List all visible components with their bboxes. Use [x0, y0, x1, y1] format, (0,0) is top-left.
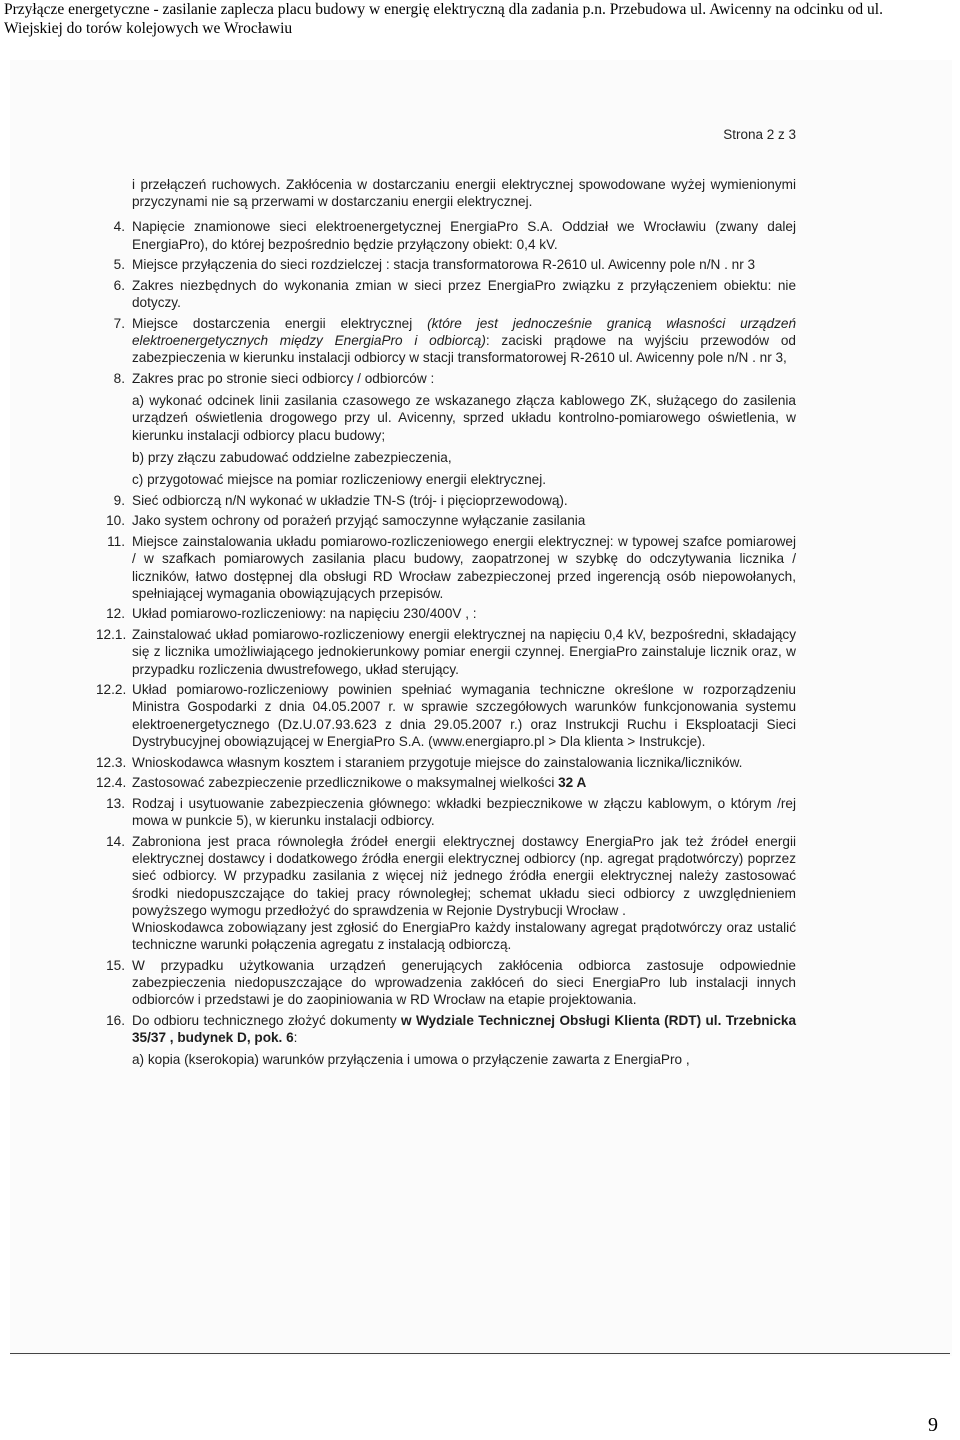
scan-bottom-edge	[10, 1353, 950, 1354]
item-number: 12.4.	[96, 775, 127, 791]
item-text-part: : zaciski prądowe na wyjściu przewodów od zabezpieczenia w kierunku instalacji odbiorcy w stacji transformatorowej R-2610 ul. Awicenny pole n/N . nr 3,	[132, 333, 796, 366]
header-line-2: Wiejskiej do torów kolejowych we Wrocławiu	[4, 20, 293, 37]
list-item-9	[96, 492, 796, 509]
item-number: 8.	[113, 371, 125, 387]
item-text: Układ pomiarowo-rozliczeniowy: na napięciu 230/400V , :	[132, 606, 477, 622]
header-line-1: Przyłącze energetyczne - zasilanie zaplecza placu budowy w energię elektryczną dla zadania p.n. Przebudowa ul. Awicenny na odcinku od ul.	[4, 1, 883, 18]
list-item-14	[96, 833, 796, 953]
item-number: 14.	[106, 833, 125, 849]
item-number: 9.	[113, 492, 125, 508]
item-number: 11.	[107, 534, 125, 550]
item-number: 12.	[106, 606, 125, 622]
list-item-12-4	[96, 774, 796, 791]
sub-item-b: b) przy złączu zabudować oddzielne zabezpieczenia,	[132, 449, 452, 465]
list-item-4	[96, 218, 796, 252]
item-text-part: Miejsce dostarczenia energii elektrycznej	[132, 315, 428, 331]
item-number: 10.	[106, 513, 125, 529]
item-text: Jako system ochrony od porażeń przyjąć samoczynne wyłączanie zasilania	[132, 513, 586, 529]
document-header	[4, 0, 954, 38]
item-text: Do odbioru technicznego złożyć dokumenty	[132, 1012, 402, 1028]
sub-item-a: a) kopia (kserokopia) warunków przyłączenia i umowa o przyłączenie zawarta z EnergiaPro ,	[132, 1052, 690, 1068]
item-text: Wnioskodawca własnym kosztem i staraniem przygotuje miejsce do zainstalowania licznika/liczników.	[132, 754, 743, 770]
list-item-12-2	[96, 681, 796, 750]
item-text: W przypadku użytkowania urządzeń generujących zakłócenia odbiorca zastosuje odpowiednie zabezpieczenia niedopuszczające do wprowadzenia zakłóceń do sieci EnergiaPro lub instalacji innych odbiorców i przedstawi je do zaopiniowania w RD Wrocław na etapie projektowania.	[132, 957, 796, 1008]
item-number: 12.2.	[96, 682, 127, 698]
item-number: 7.	[113, 315, 125, 331]
list-item-12-1	[96, 626, 796, 678]
item-text: Sieć odbiorczą n/N wykonać w układzie TN-S (trój- i pięcioprzewodową).	[132, 492, 568, 508]
item-text-italic: (które jest jednocześnie granicą własności urządzeń elektroenergetycznych między EnergiaPro i odbiorcą)	[132, 315, 797, 349]
item-number: 6.	[113, 278, 125, 294]
page-indicator: Strona 2 z 3	[723, 127, 796, 142]
document-body	[96, 176, 796, 1069]
list-item-11	[96, 533, 796, 602]
list-item-16	[96, 1012, 796, 1069]
item-text: Układ pomiarowo-rozliczeniowy powinien spełniać wymagania techniczne określone w rozporządzeniu Ministra Gospodarki z dnia 04.05.2007 r. w sprawie szczegółowych warunków funkcjonowania systemu elektroenergetycznego (Dz.U.07.93.623 z dnia 29.05.2007 r.) oraz Instrukcji Ruchu i Eksploatacji Sieci Dystrybucyjnej obowiązującej w EnergiaPro S.A. (www.energiapro.pl > Dla klienta > Instrukcje).	[132, 682, 796, 749]
item-number: 15.	[106, 957, 125, 973]
item-text-tail: :	[293, 1030, 298, 1046]
list-item-6	[96, 277, 796, 311]
item-number: 12.3.	[96, 754, 127, 770]
item-number: 5.	[113, 257, 125, 273]
list-item-5	[96, 256, 796, 273]
item-number: 16.	[106, 1012, 125, 1028]
list-item-12	[96, 605, 796, 622]
item-number: 12.1.	[96, 627, 127, 643]
item-text-bold: 32 A	[558, 775, 587, 791]
item-extra-text: Wnioskodawca zobowiązany jest zgłosić do EnergiaPro każdy instalowany agregat prądotwórczy oraz ustalić techniczne warunki połączenia agregatu z instalacją odbiorczą.	[132, 919, 796, 953]
item-text: Zabroniona jest praca równoległa źródeł energii elektrycznej dostawcy EnergiaPro jak też źródeł energii elektrycznej dostawcy i dodatkowego źródła energii elektrycznej odbiorcy (np. agregat prądotwórczy) poprzez sieć odbiorcy. W przypadku zasilania z więcej niż jednego źródła energii elektrycznej należy zastosować środki niedopuszczające do takiej pracy równoległej; schemat układu sieci odbiorcy z uwzględnieniem powyższego wymogu przedłożyć do sprawdzenia w Rejonie Dystrybucji Wrocław .	[132, 833, 796, 918]
list-item-15	[96, 957, 796, 1009]
list-item-12-3	[96, 754, 796, 771]
list-item-8	[96, 370, 796, 488]
item-text: Zakres prac po stronie sieci odbiorcy / odbiorców :	[132, 371, 435, 387]
list-item-10	[96, 512, 796, 529]
sub-item-c: c) przygotować miejsce na pomiar rozliczeniowy energii elektrycznej.	[132, 472, 547, 488]
item-text: Zastosować zabezpieczenie przedlicznikowe o maksymalnej wielkości	[132, 775, 559, 791]
item-text	[132, 315, 796, 367]
item-text: Rodzaj i usytuowanie zabezpieczenia głównego: wkładki bezpiecznikowe w złączu kablowym, o którym /rej mowa w punkcie 5), w kierunku instalacji odbiorcy.	[132, 796, 796, 829]
item-text: Zainstalować układ pomiarowo-rozliczeniowy energii elektrycznej na napięciu 0,4 kV, bezpośredni, składający się z licznika umożliwiającego jednokierunkowy pomiar energii czynnej. EnergiaPro zainstaluje licznik oraz, w przypadku rozliczenia dwustrefowego, układ sterujący.	[132, 627, 796, 677]
item-number: 4.	[113, 219, 125, 235]
list-item-7	[96, 315, 796, 367]
item-text: Napięcie znamionowe sieci elektroenergetycznej EnergiaPro S.A. Oddział we Wrocławiu (zwany dalej EnergiaPro), do której bezpośrednio będzie przyłączony obiekt: 0,4 kV.	[132, 219, 796, 252]
item-text: Zakres niezbędnych do wykonania zmian w sieci przez EnergiaPro związku z przyłączeniem obiektu: nie dotyczy.	[132, 278, 796, 311]
intro-paragraph: i przełączeń ruchowych. Zakłócenia w dostarczaniu energii elektrycznej spowodowane wyżej wymienionymi przyczynami nie są przerwami w dostarczaniu energii elektrycznej.	[132, 177, 796, 210]
item-text: Miejsce zainstalowania układu pomiarowo-rozliczeniowego energii elektrycznej: w typowej szafce pomiarowej / w szafkach pomiarowych zasilania placu budowy, zaopatrzonej w szybkę do odczytywania licznika / liczników, łatwo dostępnej dla obsługi RD Wrocław zabezpieczonej przed ingerencją osób niepowołanych, spełniającej wymagania obowiązujących przepisów.	[132, 534, 796, 601]
sub-item-a: a) wykonać odcinek linii zasilania czasowego ze wskazanego złącza kablowego ZK, służącego do zasilenia urządzeń oświetlenia drogowego przy ul. Avicenny, sprzed układu kontrolno-pomiarowego oświetlenia, w kierunku instalacji odbiorcy placu budowy;	[132, 393, 796, 443]
list-item-13	[96, 795, 796, 829]
item-text: Miejsce przyłączenia do sieci rozdzielczej : stacja transformatorowa R-2610 ul. Awicenny pole n/N . nr 3	[132, 257, 756, 273]
item-text-bold: w Wydziale Technicznej Obsługi Klienta (RDT) ul. Trzebnicka 35/37 , budynek D, pok. 6	[132, 1012, 797, 1046]
item-number: 13.	[106, 796, 125, 811]
page-number: 9	[928, 1414, 938, 1436]
